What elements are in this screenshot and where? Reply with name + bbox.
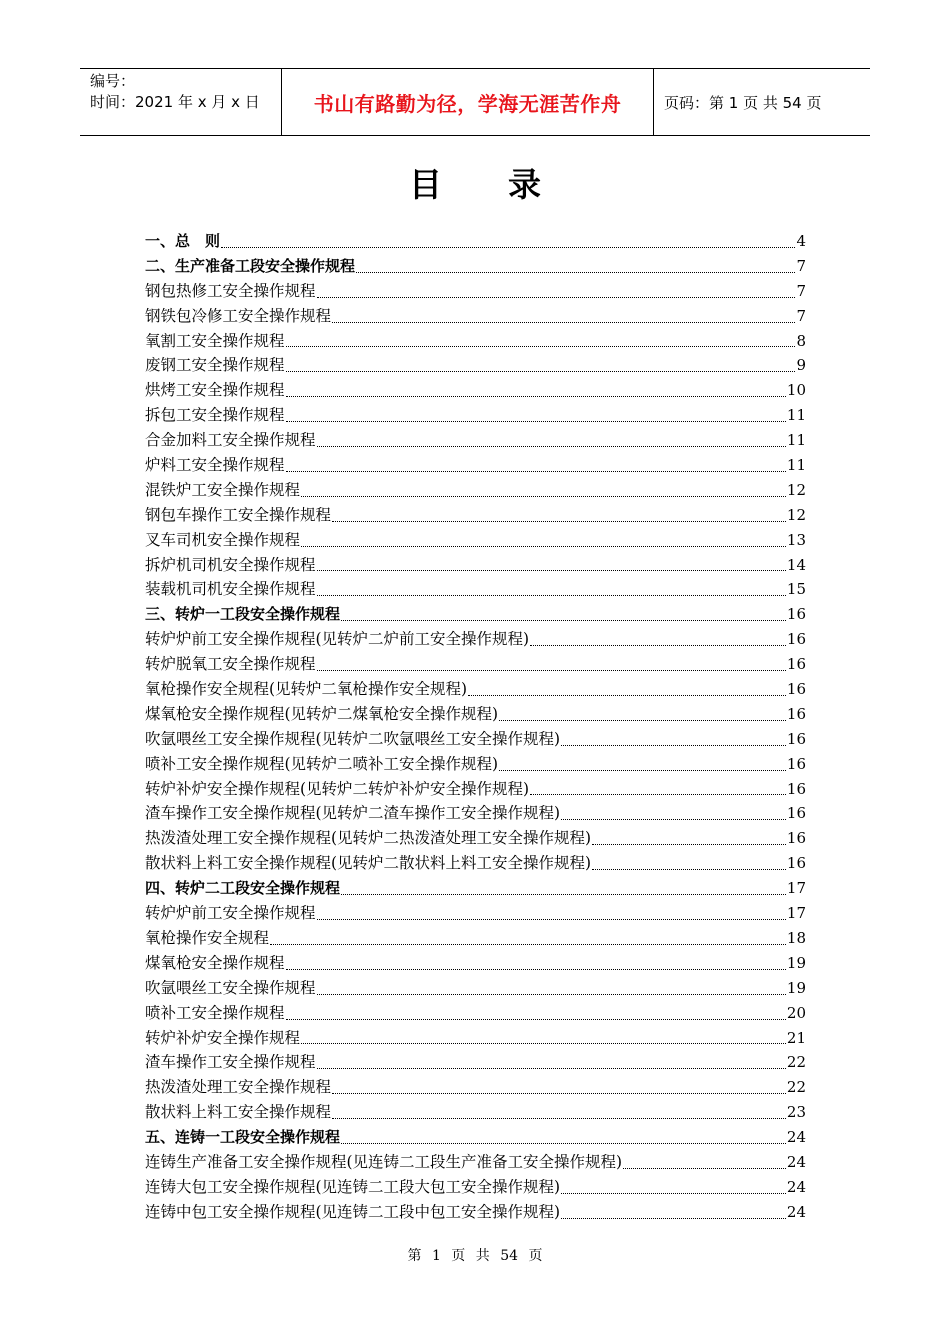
toc-entry-page: 19 [786,978,806,997]
toc-leader-dots [317,595,786,596]
toc-entry-label: 废钢工安全操作规程 [145,356,285,375]
toc-entry[interactable] [145,528,806,553]
toc-entry[interactable] [145,1050,806,1075]
toc-leader-dots [286,471,786,472]
toc-entry-label: 钢包车操作工安全操作规程 [145,505,332,524]
toc-entry[interactable] [145,1200,806,1225]
toc-leader-dots [332,521,786,522]
toc-entry[interactable] [145,1150,806,1175]
toc-entry-label: 拆炉机司机安全操作规程 [145,555,316,574]
toc-entry[interactable] [145,378,806,403]
toc-leader-dots [332,1118,786,1119]
toc-entry-page: 24 [786,1152,806,1171]
page-footer: 第 1 页 共 54 页 [407,1248,543,1264]
toc-entry[interactable] [145,702,806,727]
toc-entry-label: 一、总 则 [145,232,221,250]
toc-leader-dots [286,371,796,372]
toc-leader-dots [286,396,786,397]
toc-entry-label: 渣车操作工安全操作规程 [145,1053,316,1072]
toc-entry-label: 五、连铸一工段安全操作规程 [145,1128,341,1147]
toc-entry-label: 钢包热修工安全操作规程 [145,281,316,300]
toc-leader-dots [332,322,795,323]
toc-entry-page: 8 [796,331,806,350]
toc-entry[interactable] [145,577,806,602]
toc-entry-label: 氧枪操作安全规程(见转炉二氧枪操作安全规程) [145,680,468,699]
toc-entry-page: 16 [786,680,806,699]
toc-leader-dots [499,770,786,771]
toc-entry-label: 散状料上料工安全操作规程 [145,1103,332,1122]
toc-leader-dots [561,1193,786,1194]
toc-entry[interactable] [145,951,806,976]
toc-leader-dots [530,794,786,795]
toc-leader-dots [341,894,786,895]
toc-entry-label: 转炉炉前工安全操作规程 [145,904,316,923]
toc-entry-label: 吹氩喂丝工安全操作规程 [145,978,316,997]
toc-leader-dots [317,670,786,671]
toc-entry-page: 24 [786,1177,806,1196]
toc-entry-page: 7 [796,281,806,300]
toc-entry-page: 24 [786,1202,806,1221]
toc-entry-label: 炉料工安全操作规程 [145,456,285,475]
toc-leader-dots [270,944,786,945]
toc-entry-page: 9 [796,356,806,375]
toc-leader-dots [499,720,786,721]
header-motto: 书山有路勤为径，学海无涯苦作舟 [282,69,654,135]
toc-entry-label: 氧枪操作安全规程 [145,928,270,947]
toc-leader-dots [592,844,786,845]
toc-entry[interactable] [145,478,806,503]
toc-entry[interactable] [145,453,806,478]
toc-entry-page: 20 [786,1003,806,1022]
toc-leader-dots [317,570,786,571]
toc-leader-dots [317,297,796,298]
toc-entry[interactable] [145,627,806,652]
toc-entry[interactable] [145,602,806,627]
toc-entry-label: 叉车司机安全操作规程 [145,530,301,549]
page-title: 目 录 [409,165,541,204]
toc-leader-dots [317,919,786,920]
toc-entry-page: 15 [786,580,806,599]
toc-entry-page: 24 [786,1128,806,1147]
toc-entry-page: 16 [786,605,806,624]
toc-entry-label: 四、转炉二工段安全操作规程 [145,879,341,898]
toc-entry[interactable] [145,976,806,1001]
toc-entry[interactable] [145,279,806,304]
toc-entry-label: 混铁炉工安全操作规程 [145,480,301,499]
toc-entry[interactable] [145,1001,806,1026]
table-of-contents [145,229,806,1225]
toc-entry-page: 19 [786,953,806,972]
toc-entry[interactable] [145,901,806,926]
toc-leader-dots [468,695,786,696]
toc-entry-page: 18 [786,928,806,947]
toc-entry-label: 转炉补炉安全操作规程 [145,1028,301,1047]
toc-entry-page: 11 [786,406,806,425]
toc-leader-dots [286,421,786,422]
toc-entry[interactable] [145,926,806,951]
toc-entry[interactable] [145,1125,806,1150]
toc-entry[interactable] [145,727,806,752]
toc-entry-label: 吹氩喂丝工安全操作规程(见转炉二吹氩喂丝工安全操作规程) [145,729,561,748]
page-header [80,68,870,136]
toc-entry[interactable] [145,652,806,677]
toc-leader-dots [286,346,796,347]
toc-entry-page: 4 [796,232,806,250]
toc-leader-dots [221,247,795,248]
toc-entry-page: 17 [786,904,806,923]
toc-entry-page: 7 [796,256,806,275]
header-number-label: 编号： [90,72,136,90]
toc-entry-label: 喷补工安全操作规程 [145,1003,285,1022]
toc-leader-dots [530,645,786,646]
toc-entry[interactable] [145,304,806,329]
toc-leader-dots [561,745,786,746]
toc-entry-label: 烘烤工安全操作规程 [145,381,285,400]
header-meta [80,69,282,135]
toc-entry-page: 10 [786,381,806,400]
toc-leader-dots [286,1019,786,1020]
toc-entry-page: 22 [786,1053,806,1072]
toc-entry[interactable] [145,229,806,254]
toc-entry[interactable] [145,851,806,876]
toc-entry-label: 热泼渣处理工安全操作规程 [145,1078,332,1097]
toc-entry[interactable] [145,677,806,702]
toc-leader-dots [561,1218,786,1219]
toc-entry-page: 14 [786,555,806,574]
toc-leader-dots [317,994,786,995]
toc-entry-page: 11 [786,431,806,450]
toc-entry-page: 22 [786,1078,806,1097]
header-page-info: 页码：第 1 页 共 54 页 [664,93,822,112]
toc-entry[interactable] [145,503,806,528]
toc-entry-page: 16 [786,829,806,848]
toc-entry-page: 16 [786,630,806,649]
toc-entry-label: 合金加料工安全操作规程 [145,431,316,450]
toc-entry-label: 煤氧枪安全操作规程 [145,953,285,972]
toc-entry-label: 二、生产准备工段安全操作规程 [145,256,356,275]
toc-leader-dots [317,446,786,447]
toc-entry-page: 12 [786,505,806,524]
toc-entry[interactable] [145,777,806,802]
toc-entry-page: 16 [786,704,806,723]
toc-leader-dots [592,869,786,870]
toc-entry-page: 16 [786,729,806,748]
toc-entry-page: 11 [786,456,806,475]
toc-entry-label: 转炉脱氧工安全操作规程 [145,655,316,674]
toc-entry-page: 16 [786,779,806,798]
toc-entry-label: 三、转炉一工段安全操作规程 [145,605,341,624]
toc-entry-label: 喷补工安全操作规程(见转炉二喷补工安全操作规程) [145,754,499,773]
toc-entry[interactable] [145,1175,806,1200]
toc-entry-label: 转炉炉前工安全操作规程(见转炉二炉前工安全操作规程) [145,630,530,649]
toc-leader-dots [561,819,786,820]
toc-entry[interactable] [145,1100,806,1125]
toc-leader-dots [332,1093,786,1094]
toc-entry-page: 16 [786,854,806,873]
toc-leader-dots [341,1143,786,1144]
toc-entry-page: 16 [786,754,806,773]
toc-entry-label: 连铸大包工安全操作规程(见连铸二工段大包工安全操作规程) [145,1177,561,1196]
toc-entry-label: 连铸生产准备工安全操作规程(见连铸二工段生产准备工安全操作规程) [145,1152,623,1171]
toc-entry[interactable] [145,1075,806,1100]
toc-leader-dots [301,546,786,547]
toc-entry-page: 23 [786,1103,806,1122]
toc-entry-page: 12 [786,480,806,499]
toc-entry[interactable] [145,876,806,901]
toc-entry-page: 7 [796,306,806,325]
toc-leader-dots [623,1168,786,1169]
toc-leader-dots [341,620,786,621]
toc-entry-label: 拆包工安全操作规程 [145,406,285,425]
toc-entry-label: 装载机司机安全操作规程 [145,580,316,599]
header-time-label: 时间：2021 年 x 月 x 日 [90,93,260,111]
toc-entry-label: 连铸中包工安全操作规程(见连铸二工段中包工安全操作规程) [145,1202,561,1221]
toc-entry-label: 氧割工安全操作规程 [145,331,285,350]
toc-entry-label: 散状料上料工安全操作规程(见转炉二散状料上料工安全操作规程) [145,854,592,873]
toc-entry[interactable] [145,329,806,354]
toc-entry[interactable] [145,801,806,826]
toc-leader-dots [356,272,795,273]
toc-leader-dots [286,969,786,970]
toc-entry-label: 热泼渣处理工安全操作规程(见转炉二热泼渣处理工安全操作规程) [145,829,592,848]
toc-leader-dots [301,496,786,497]
toc-entry-page: 21 [786,1028,806,1047]
toc-entry-page: 16 [786,655,806,674]
toc-leader-dots [317,1068,786,1069]
toc-entry[interactable] [145,254,806,279]
toc-entry[interactable] [145,403,806,428]
toc-entry-page: 17 [786,879,806,898]
toc-leader-dots [301,1043,786,1044]
toc-entry-label: 渣车操作工安全操作规程(见转炉二渣车操作工安全操作规程) [145,804,561,823]
toc-entry-label: 转炉补炉安全操作规程(见转炉二转炉补炉安全操作规程) [145,779,530,798]
toc-entry[interactable] [145,553,806,578]
toc-entry[interactable] [145,353,806,378]
toc-entry-page: 16 [786,804,806,823]
toc-entry[interactable] [145,428,806,453]
toc-entry-label: 煤氧枪安全操作规程(见转炉二煤氧枪安全操作规程) [145,704,499,723]
toc-entry-label: 钢铁包冷修工安全操作规程 [145,306,332,325]
toc-entry[interactable] [145,752,806,777]
toc-entry[interactable] [145,826,806,851]
toc-entry[interactable] [145,1026,806,1051]
toc-entry-page: 13 [786,530,806,549]
